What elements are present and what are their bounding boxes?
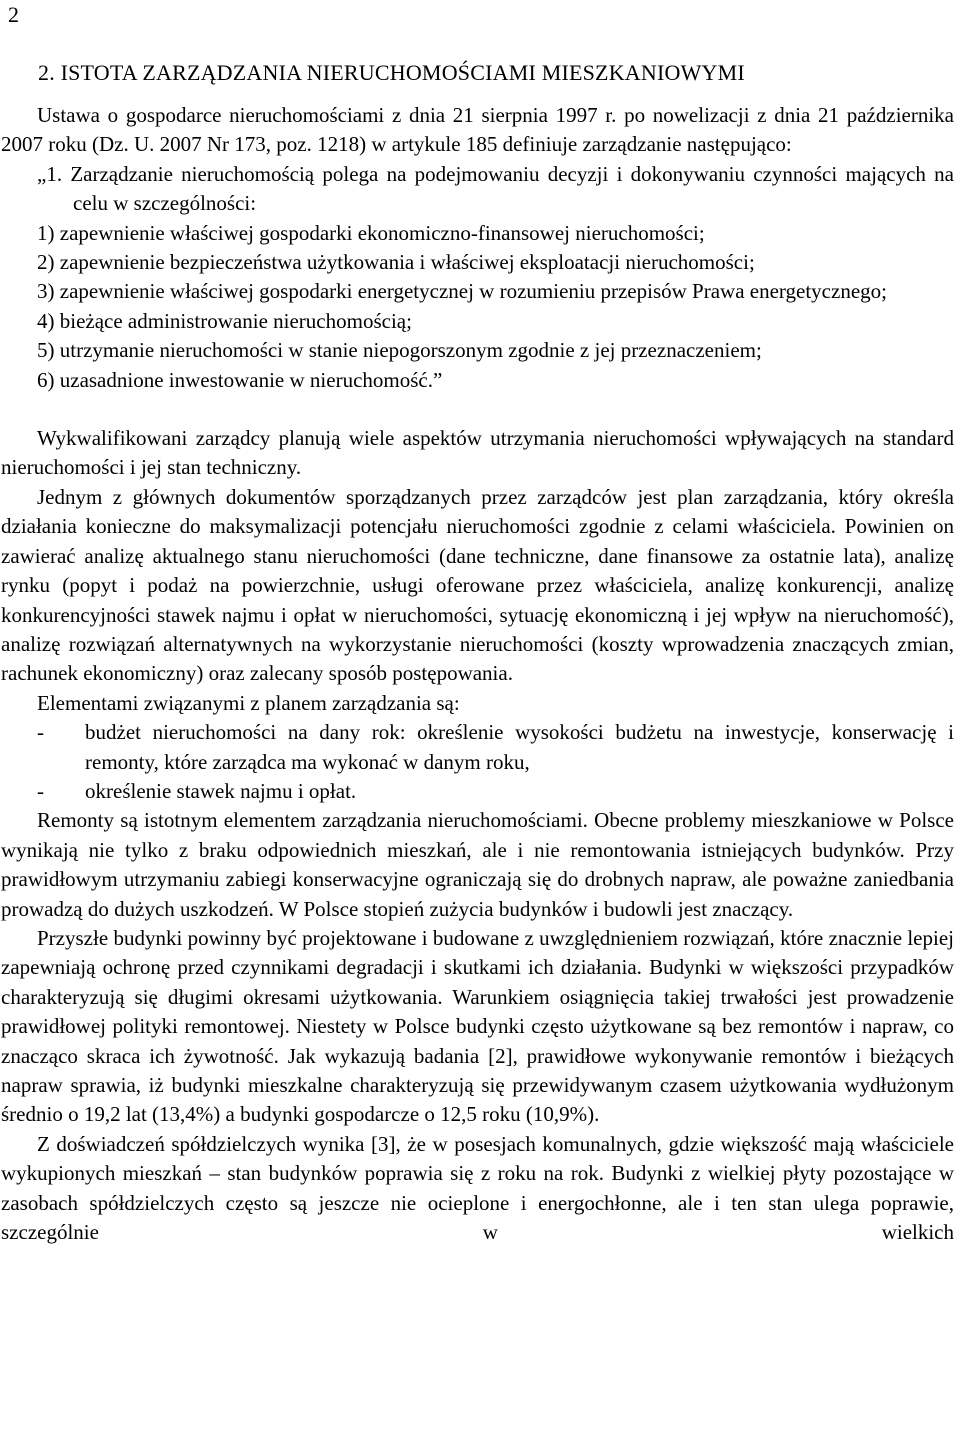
document-body [1,101,954,1247]
paragraph-gap [1,395,954,424]
list-item [1,718,954,777]
quote-opening: „1. Zarządzanie nieruchomością polega na podejmowaniu decyzji i dokonywaniu czynności mających na celu w szczególności: [37,161,954,216]
legal-quote [1,160,954,395]
quote-item: 4) bieżące administrowanie nieruchomością; [37,308,412,333]
quote-item: 3) zapewnienie właściwej gospodarki energetycznej w rozumieniu przepisów Prawa energetycznego; [37,279,887,304]
paragraph-future-buildings: Przyszłe budynki powinny być projektowane i budowane z uwzględnieniem rozwiązań, które znacznie lepiej zapewniają ochronę przed czynnikami degradacji i skutkami ich działania. Budynki w większości przypadków charakteryzują się długimi okresami użytkowania. Warunkiem osiągnięcia takiej trwałości jest prowadzenie prawidłowej polityki remontowej. Niestety w Polsce budynki często użytkowane są bez remontów i napraw, co znacząco skraca ich żywotność. Jak wykazują badania [2], prawidłowe wykonywanie remontów i bieżących napraw sprawia, iż budynki mieszkalne charakteryzują się przewidywanym czasem użytkowania wydłużonym średnio o 19,2 lat (13,4%) a budynki gospodarcze o 12,5 roku (10,9%). [1,925,954,1127]
section-heading: 2. ISTOTA ZARZĄDZANIA NIERUCHOMOŚCIAMI MIESZKANIOWYMI [38,60,745,85]
quote-item: 1) zapewnienie właściwej gospodarki ekonomiczno-finansowej nieruchomości; [37,220,705,245]
paragraph-management-plan: Jednym z głównych dokumentów sporządzanych przez zarządców jest plan zarządzania, który określa działania konieczne do maksymalizacji potencjału nieruchomości zgodnie z celami właściciela. Powinien on zawierać analizę aktualnego stanu nieruchomości (dane techniczne, dane finansowe za ostatnie lata), analizę rynku (popyt i podaż na powierzchnie, usługi oferowane przez właściciela, analizę konkurencji, analizę konkurencyjności stawek najmu i opłat w nieruchomości, sytuację ekonomiczną i jej wpływ na nieruchomość), analizę rozwiązań alternatywnych na wykorzystanie nieruchomości (koszty wprowadzenia znaczących zmian, rachunek ekonomiczny) oraz zalecany sposób postępowania. [1,484,954,686]
quote-item: 5) utrzymanie nieruchomości w stanie niepogorszonym zgodnie z jej przeznaczeniem; [37,338,762,363]
paragraph-qualified-managers: Wykwalifikowani zarządcy planują wiele aspektów utrzymania nieruchomości wpływających na standard nieruchomości i jej stan techniczny. [1,426,954,480]
paragraph-renovations: Remonty są istotnym elementem zarządzania nieruchomościami. Obecne problemy mieszkaniowe w Polsce wynikają nie tylko z braku odpowiednich mieszkań, ale i nie remontowania istniejących budynków. Przy prawidłowym utrzymaniu zabiegi konserwacyjne ograniczają się do drobnych napraw, ale poważne zaniedbania prowadzą do dużych uszkodzeń. W Polsce stopień zużycia budynków i budowli jest znaczący. [1,808,954,921]
intro-paragraph: Ustawa o gospodarce nieruchomościami z dnia 21 sierpnia 1997 r. po nowelizacji z dnia 21 października 2007 roku (Dz. U. 2007 Nr 173, poz. 1218) w artykule 185 definiuje zarządzanie następująco: [1,103,954,157]
paragraph-cooperative-experience: Z doświadczeń spółdzielczych wynika [3], że w posesjach komunalnych, gdzie większość mają właściciele wykupionych mieszkań – stan budynków poprawia się z roku na rok. Budynki z wielkiej płyty pozostające w zasobach spółdzielczych często są jeszcze nie ocieplone i energochłonne, ale i ten stan ulega poprawie, szczególnie w wielkich [1,1131,954,1245]
list-item-text: budżet nieruchomości na dany rok: określenie wysokości budżetu na inwestycje, konserwację i remonty, które zarządca ma wykonać w danym roku, [85,720,954,774]
quote-item: 6) uzasadnione inwestowanie w nieruchomość.” [37,367,443,392]
list-item-text: określenie stawek najmu i opłat. [85,778,357,803]
page-number: 2 [8,2,19,27]
paragraph-plan-elements: Elementami związanymi z planem zarządzania są: [37,690,460,715]
dash-bullet: - [37,720,44,745]
quote-item: 2) zapewnienie bezpieczeństwa użytkowania i właściwej eksploatacji nieruchomości; [37,250,755,275]
dash-bullet: - [37,778,44,803]
list-item [1,777,954,806]
